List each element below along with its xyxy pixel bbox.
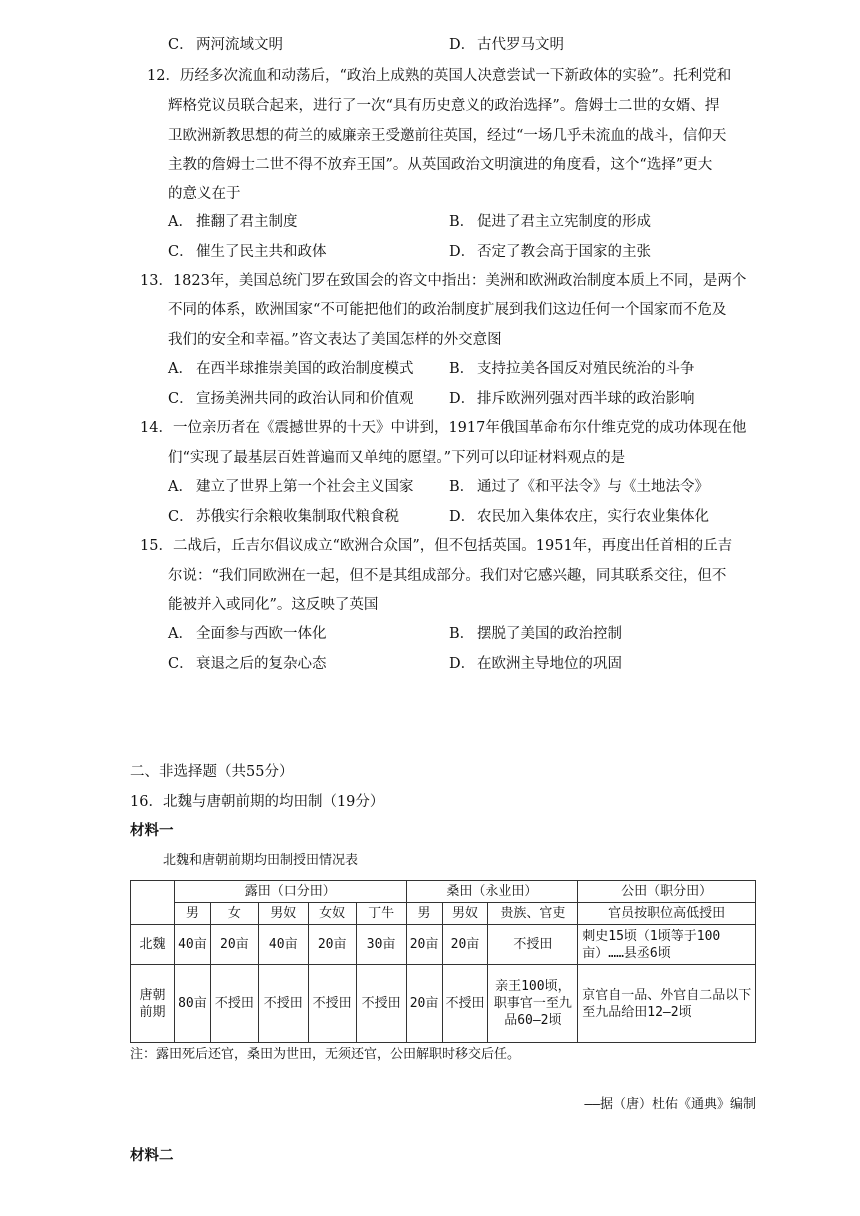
table-cell: 40亩 — [258, 925, 308, 965]
option-c: C． 衰退之后的复杂心态 — [168, 656, 327, 672]
table-cell: 不授田 — [210, 965, 258, 1043]
table-cell: 20亩 — [406, 925, 442, 965]
option-d: D． 在欧洲主导地位的巩固 — [449, 656, 622, 672]
question-text-line: 主教的詹姆士二世不得不放弃王国”。从英国政治文明演进的角度看，这个“选择”更大 — [168, 157, 713, 173]
table-corner-cell — [131, 881, 175, 925]
table-cell: 40亩 — [174, 925, 210, 965]
source-citation: ——据（唐）杜佑《通典》编制 — [584, 1097, 756, 1112]
option-c: C． 苏俄实行余粮收集制取代粮食税 — [168, 509, 399, 525]
option-d: D． 农民加入集体农庄，实行农业集体化 — [449, 509, 709, 525]
question-text-line: 辉格党议员联合起来，进行了一次“具有历史意义的政治选择”。詹姆士二世的女婿、捍 — [168, 98, 720, 114]
table-title: 北魏和唐朝前期均田制授田情况表 — [163, 853, 359, 868]
subheader-cell: 女 — [210, 903, 258, 925]
subheader-cell: 男 — [174, 903, 210, 925]
row-label: 北魏 — [131, 925, 175, 965]
subheader-cell: 贵族、官吏 — [488, 903, 578, 925]
table-cell: 不授田 — [442, 965, 488, 1043]
table-cell: 不授田 — [488, 925, 578, 965]
option-b: B． 促进了君主立宪制度的形成 — [449, 214, 651, 230]
header-sang: 桑田（永业田） — [406, 881, 578, 903]
question-text-line: 卫欧洲新教思想的荷兰的威廉亲王受邀前往英国，经过“一场几乎未流血的战斗，信仰天 — [168, 128, 727, 144]
question-text-line: 我们的安全和幸福。”咨文表达了美国怎样的外交意图 — [168, 332, 502, 348]
table-row — [131, 925, 756, 965]
table-header-row — [131, 881, 756, 903]
material-1-label: 材料一 — [130, 822, 174, 839]
question-text-line: 能被并入或同化”。这反映了英国 — [168, 597, 379, 613]
material-2-label: 材料二 — [130, 1147, 174, 1164]
table-cell: 20亩 — [308, 925, 356, 965]
table-cell: 京官自一品、外官自二品以下至九品给田12—2顷 — [578, 965, 756, 1043]
question-text-line: 不同的体系，欧洲国家“不可能把他们的政治制度扩展到我们这边任何一个国家而不危及 — [168, 302, 727, 318]
table-cell: 80亩 — [174, 965, 210, 1043]
table-cell: 不授田 — [258, 965, 308, 1043]
question-text-line: 13．1823年，美国总统门罗在致国会的咨文中指出：美洲和欧洲政治制度本质上不同，是两个 — [140, 273, 747, 289]
header-gong: 公田（职分田） — [578, 881, 756, 903]
option-d: D． 否定了教会高于国家的主张 — [449, 244, 651, 260]
table-subheader-row — [131, 903, 756, 925]
question-text-line: 12．历经多次流血和动荡后，“政治上成熟的英国人决意尝试一下新政体的实验”。托利党和 — [147, 68, 732, 84]
question-text-line: 的意义在于 — [168, 186, 241, 202]
subheader-cell: 男 — [406, 903, 442, 925]
option-b: B． 通过了《和平法令》与《土地法令》 — [449, 479, 709, 495]
option-a: A． 建立了世界上第一个社会主义国家 — [168, 479, 414, 495]
question-text-line: 们“实现了最基层百姓普遍而又单纯的愿望。”下列可以印证材料观点的是 — [168, 450, 626, 466]
subheader-cell: 男奴 — [258, 903, 308, 925]
question-text-line: 尔说：“我们同欧洲在一起，但不是其组成部分。我们对它感兴趣，同其联系交往，但不 — [168, 568, 727, 584]
question-text-line: 14．一位亲历者在《震撼世界的十天》中讲到，1917年俄国革命布尔什维克党的成功体现在他 — [140, 420, 747, 436]
option-c: C． 催生了民主共和政体 — [168, 244, 327, 260]
header-lu: 露田（口分田） — [174, 881, 406, 903]
option-b: B． 支持拉美各国反对殖民统治的斗争 — [449, 361, 695, 377]
table-cell: 不授田 — [308, 965, 356, 1043]
subheader-cell: 官员按职位高低授田 — [578, 903, 756, 925]
table-cell: 20亩 — [442, 925, 488, 965]
table-cell: 刺史15顷（1顷等于100亩）……县丞6顷 — [578, 925, 756, 965]
option-b: B． 摆脱了美国的政治控制 — [449, 626, 622, 642]
land-grant-table — [130, 880, 756, 1043]
table-row — [131, 965, 756, 1043]
subheader-cell: 男奴 — [442, 903, 488, 925]
option-c: C． 宣扬美洲共同的政治认同和价值观 — [168, 391, 414, 407]
option-a: A． 推翻了君主制度 — [168, 214, 298, 230]
table-cell: 亲王100顷，职事官一至九品60—2顷 — [488, 965, 578, 1043]
option-a: A． 在西半球推崇美国的政治制度模式 — [168, 361, 414, 377]
option-d: D． 古代罗马文明 — [449, 37, 564, 53]
table-cell: 不授田 — [356, 965, 406, 1043]
subheader-cell: 丁牛 — [356, 903, 406, 925]
question-16-title: 16．北魏与唐朝前期的均田制（19分） — [130, 794, 385, 810]
question-text-line: 15．二战后，丘吉尔倡议成立“欧洲合众国”，但不包括英国。1951年，再度出任首相的丘吉 — [140, 538, 733, 554]
table-cell: 20亩 — [210, 925, 258, 965]
section-heading: 二、非选择题（共55分） — [130, 764, 294, 780]
option-a: A． 全面参与西欧一体化 — [168, 626, 327, 642]
option-c: C． 两河流域文明 — [168, 37, 283, 53]
table-note: 注：露田死后还官，桑田为世田，无须还官，公田解职时移交后任。 — [130, 1047, 521, 1062]
row-label: 唐朝前期 — [131, 965, 175, 1043]
subheader-cell: 女奴 — [308, 903, 356, 925]
option-d: D． 排斥欧洲列强对西半球的政治影响 — [449, 391, 695, 407]
table-cell: 20亩 — [406, 965, 442, 1043]
table-cell: 30亩 — [356, 925, 406, 965]
